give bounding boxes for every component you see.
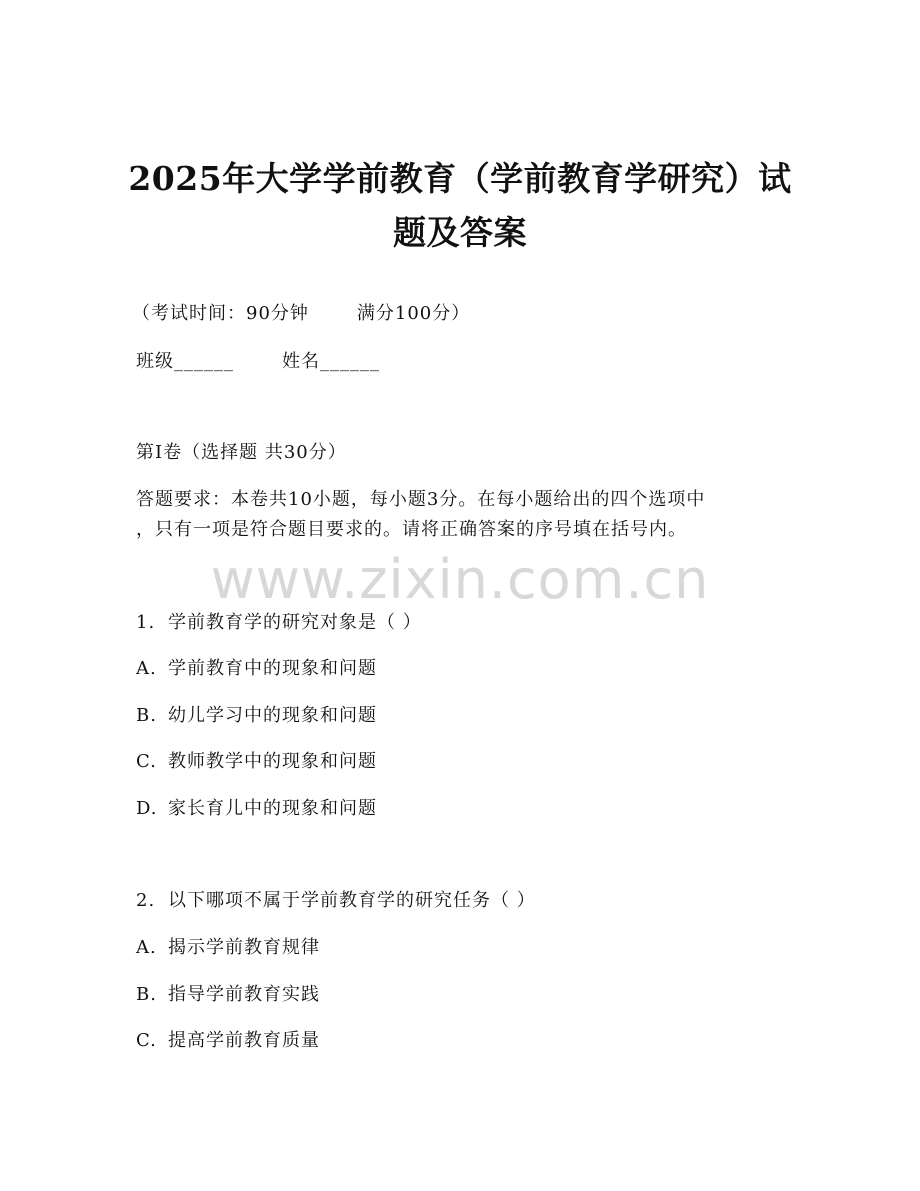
option-text: 指导学前教育实践 bbox=[168, 984, 320, 1005]
instructions-line-1: 答题要求：本卷共10小题，每小题3分。在每小题给出的四个选项中 bbox=[136, 489, 706, 510]
question-1-option-c bbox=[136, 750, 377, 774]
question-text: 以下哪项不属于学前教育学的研究任务（ ） bbox=[168, 890, 536, 911]
title-line-2: 题及答案 bbox=[393, 213, 527, 252]
instructions-line-2: ，只有一项是符合题目要求的。请将正确答案的序号填在括号内。 bbox=[136, 519, 687, 540]
option-text: 提高学前教育质量 bbox=[168, 1030, 320, 1051]
exam-time: （考试时间：90分钟 bbox=[132, 303, 309, 324]
question-number: 2. bbox=[136, 890, 156, 911]
option-text: 幼儿学习中的现象和问题 bbox=[168, 705, 377, 726]
watermark: www.zixin.com.cn bbox=[210, 548, 710, 611]
question-1-option-a bbox=[136, 657, 377, 681]
option-label: D. bbox=[136, 798, 158, 819]
question-number: 1. bbox=[136, 612, 156, 633]
option-label: B. bbox=[136, 984, 157, 1005]
option-label: B. bbox=[136, 705, 157, 726]
option-text: 揭示学前教育规律 bbox=[168, 937, 320, 958]
section-heading: 第I卷（选择题 共30分） bbox=[136, 442, 347, 463]
exam-info bbox=[132, 302, 470, 326]
question-2-option-a bbox=[136, 936, 320, 960]
question-2-option-b bbox=[136, 983, 320, 1007]
option-text: 学前教育中的现象和问题 bbox=[168, 658, 377, 679]
option-label: A. bbox=[136, 937, 157, 958]
question-2-option-c bbox=[136, 1029, 320, 1053]
document-title bbox=[120, 152, 800, 260]
question-1-option-d bbox=[136, 797, 377, 821]
question-2 bbox=[136, 889, 536, 913]
question-1 bbox=[136, 611, 422, 635]
option-text: 家长育儿中的现象和问题 bbox=[168, 798, 377, 819]
question-1-option-b bbox=[136, 704, 377, 728]
question-text: 学前教育学的研究对象是（ ） bbox=[168, 612, 422, 633]
name-field: 姓名______ bbox=[282, 351, 380, 372]
student-info bbox=[136, 350, 380, 374]
option-text: 教师教学中的现象和问题 bbox=[168, 751, 377, 772]
option-label: C. bbox=[136, 1030, 157, 1051]
option-label: A. bbox=[136, 658, 157, 679]
option-label: C. bbox=[136, 751, 157, 772]
title-line-1: 2025年大学学前教育（学前教育学研究）试 bbox=[128, 159, 792, 198]
class-field: 班级______ bbox=[136, 351, 234, 372]
exam-score: 满分100分） bbox=[356, 303, 471, 324]
